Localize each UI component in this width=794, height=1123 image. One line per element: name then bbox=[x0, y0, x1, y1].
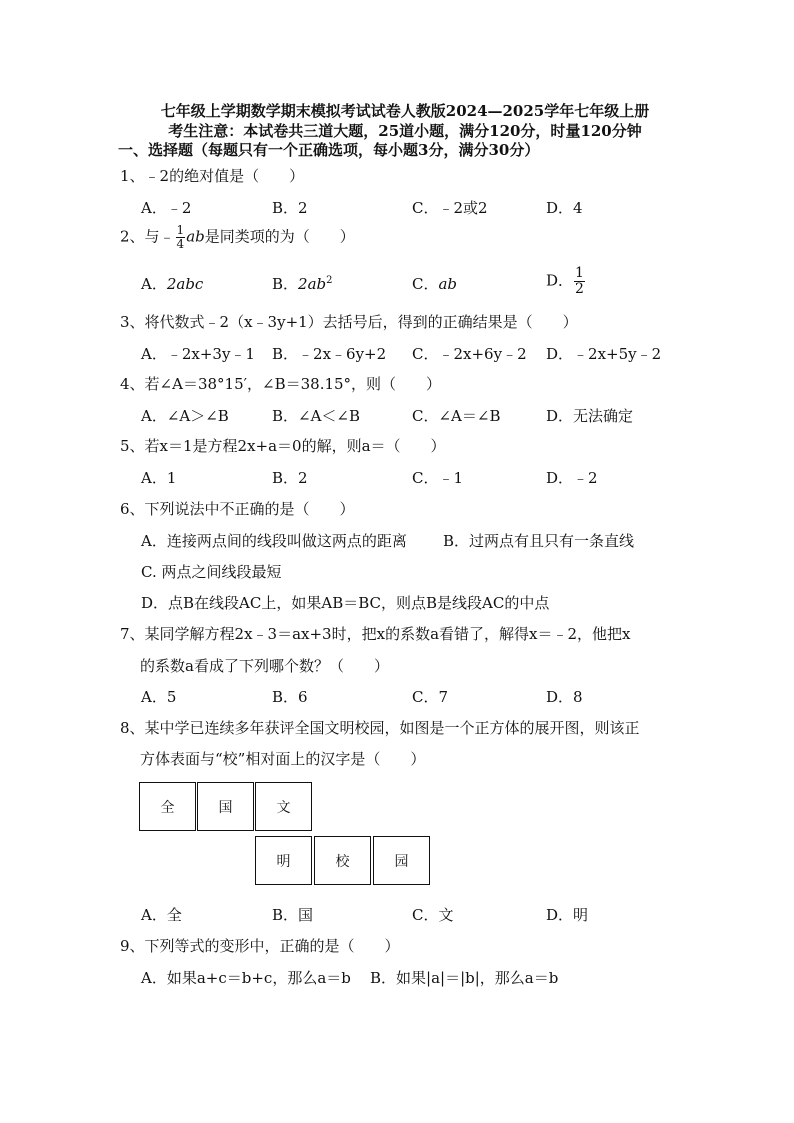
q6-option-b: B．过两点有且只有一条直线 bbox=[443, 532, 635, 550]
q7-option-c: C．7 bbox=[412, 688, 449, 706]
q7-option-a: A．5 bbox=[141, 688, 177, 706]
q4-option-a: A．∠A＞∠B bbox=[141, 407, 229, 425]
q2-stem-suffix: 是同类项的为（ ） bbox=[204, 227, 355, 246]
q9-option-a: A．如果a+c＝b+c，那么a＝b bbox=[141, 969, 351, 987]
q6-option-a: A．连接两点间的线段叫做这两点的距离 bbox=[141, 532, 407, 550]
question-3-stem: 3、将代数式﹣2（x﹣3y+1）去括号后，得到的正确结果是（ ） bbox=[120, 313, 578, 331]
exam-notice: 考生注意：本试卷共三道大题，25道小题，满分120分，时量120分钟 bbox=[168, 122, 642, 140]
q8-option-b: B．国 bbox=[272, 906, 314, 924]
question-7-stem-line1: 7、某同学解方程2x﹣3＝ax+3时，把x的系数a看错了，解得x＝﹣2，他把x bbox=[120, 625, 631, 643]
q2-option-c: C．ab bbox=[412, 275, 458, 293]
q1-option-c: C．﹣2或2 bbox=[412, 199, 488, 217]
q2-option-d: D． $\frac{1}{2}$ bbox=[546, 265, 584, 297]
question-7-stem-line2: 的系数a看成了下列哪个数？（ ） bbox=[140, 657, 389, 675]
q1-option-d: D．4 bbox=[546, 199, 583, 217]
q5-option-d: D．﹣2 bbox=[546, 469, 598, 487]
q1-option-a: A．﹣2 bbox=[141, 199, 192, 217]
q2-option-a: A．2abc bbox=[141, 275, 204, 293]
net-cell-6: 园 bbox=[373, 836, 430, 885]
q2-stem-var: ab bbox=[186, 227, 205, 246]
question-5-stem: 5、若x＝1是方程2x+a＝0的解，则a＝（ ） bbox=[120, 437, 446, 455]
q2-frac-den: 4 bbox=[176, 237, 185, 251]
q8-option-c: C．文 bbox=[412, 906, 454, 924]
q2-frac-num: 1 bbox=[176, 223, 185, 237]
net-cell-1: 全 bbox=[139, 782, 196, 831]
question-2-stem bbox=[120, 224, 355, 251]
q5-option-a: A．1 bbox=[141, 469, 177, 487]
question-9-stem: 9、下列等式的变形中，正确的是（ ） bbox=[120, 937, 400, 955]
q7-option-b: B．6 bbox=[272, 688, 308, 706]
q2-stem-prefix: 2、与﹣ bbox=[120, 227, 175, 246]
net-cell-3: 文 bbox=[255, 782, 312, 831]
q7-option-d: D．8 bbox=[546, 688, 583, 706]
question-8-stem-line2: 方体表面与“校”相对面上的汉字是（ ） bbox=[140, 750, 426, 768]
section-heading: 一、选择题（每题只有一个正确选项，每小题3分，满分30分） bbox=[118, 141, 540, 159]
q3-option-c: C．﹣2x+6y﹣2 bbox=[412, 345, 527, 363]
q6-option-d: D．点B在线段AC上，如果AB＝BC，则点B是线段AC的中点 bbox=[141, 594, 550, 612]
q4-option-d: D．无法确定 bbox=[546, 407, 634, 425]
q3-option-b: B．﹣2x﹣6y+2 bbox=[272, 345, 387, 363]
q4-option-b: B．∠A＜∠B bbox=[272, 407, 361, 425]
question-1-stem: 1、﹣2的绝对值是（ ） bbox=[120, 167, 305, 185]
question-8-stem-line1: 8、某中学已连续多年获评全国文明校园，如图是一个正方体的展开图，则该正 bbox=[120, 719, 640, 737]
q8-option-a: A．全 bbox=[141, 906, 182, 924]
q5-option-c: C．﹣1 bbox=[412, 469, 464, 487]
q9-option-b: B．如果|a|＝|b|，那么a＝b bbox=[370, 969, 559, 987]
q8-option-d: D．明 bbox=[546, 906, 589, 924]
net-cell-5: 校 bbox=[314, 836, 371, 885]
q2-option-b: B．$2ab^2$ bbox=[272, 275, 333, 293]
q3-option-d: D．﹣2x+5y﹣2 bbox=[546, 345, 662, 363]
q1-option-b: B．2 bbox=[272, 199, 308, 217]
question-6-stem: 6、下列说法中不正确的是（ ） bbox=[120, 500, 355, 518]
net-cell-4: 明 bbox=[255, 836, 312, 885]
net-cell-2: 国 bbox=[197, 782, 254, 831]
q3-option-a: A．﹣2x+3y﹣1 bbox=[141, 345, 255, 363]
question-4-stem: 4、若∠A＝38°15′，∠B＝38.15°，则（ ） bbox=[120, 375, 442, 393]
q5-option-b: B．2 bbox=[272, 469, 308, 487]
exam-title: 七年级上学期数学期末模拟考试试卷人教版2024—2025学年七年级上册 bbox=[160, 102, 650, 120]
q2-fraction bbox=[176, 224, 186, 251]
q6-option-c: C. 两点之间线段最短 bbox=[141, 563, 282, 581]
q4-option-c: C．∠A＝∠B bbox=[412, 407, 501, 425]
